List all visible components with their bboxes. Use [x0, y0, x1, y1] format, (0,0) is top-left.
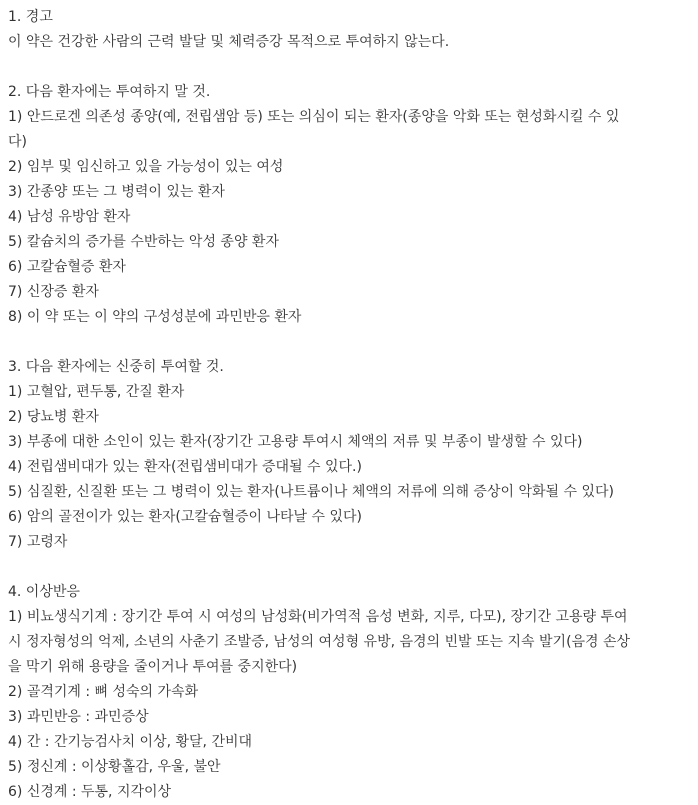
- text-line: 1) 고혈압, 편두통, 간질 환자: [8, 384, 185, 400]
- text-line: 3) 간종양 또는 그 병력이 있는 환자: [8, 184, 225, 200]
- document-body: [8, 5, 690, 805]
- text-line: 8) 이 약 또는 이 약의 구성성분에 과민반응 환자: [8, 309, 302, 325]
- text-line: 5) 심질환, 신질환 또는 그 병력이 있는 환자(나트륨이나 체액의 저류에 의해 증상이 악화될 수 있다): [8, 484, 614, 500]
- section-2: [8, 80, 690, 330]
- text-line: 4) 간 : 간기능검사치 이상, 황달, 간비대: [8, 734, 253, 750]
- text-line: 2) 골격기계 : 뼈 성숙의 가속화: [8, 684, 199, 700]
- text-line: 3) 과민반응 : 과민증상: [8, 709, 149, 725]
- text-line: 6) 암의 골전이가 있는 환자(고칼슘혈증이 나타날 수 있다): [8, 509, 362, 525]
- section-4: [8, 580, 690, 805]
- section-spacer: [8, 555, 690, 580]
- text-line: 3) 부종에 대한 소인이 있는 환자(장기간 고용량 투여시 체액의 저류 및 부종이 발생할 수 있다): [8, 434, 583, 450]
- text-line: 7) 고령자: [8, 534, 68, 550]
- text-line: 1) 비뇨생식기계 : 장기간 투여 시 여성의 남성화(비가역적 음성 변화, 지루, 다모), 장기간 고용량 투여: [8, 609, 628, 625]
- section-heading: 2. 다음 환자에는 투여하지 말 것.: [8, 84, 211, 100]
- text-line: 을 막기 위해 용량을 줄이거나 투여를 중지한다): [8, 659, 298, 675]
- section-1: [8, 5, 690, 55]
- text-line: 5) 정신계 : 이상황홀감, 우울, 불안: [8, 759, 221, 775]
- text-line: 2) 당뇨병 환자: [8, 409, 99, 425]
- section-spacer: [8, 330, 690, 355]
- text-line: 6) 고칼슘혈증 환자: [8, 259, 126, 275]
- section-heading: 3. 다음 환자에는 신중히 투여할 것.: [8, 359, 224, 375]
- text-line: 6) 신경계 : 두통, 지각이상: [8, 784, 172, 800]
- text-line: 2) 임부 및 임신하고 있을 가능성이 있는 여성: [8, 159, 284, 175]
- text-line: 4) 전립샘비대가 있는 환자(전립샘비대가 증대될 수 있다.): [8, 459, 362, 475]
- text-line: 시 정자형성의 억제, 소년의 사춘기 조발증, 남성의 여성형 유방, 음경의 빈발 또는 지속 발기(음경 손상: [8, 634, 631, 650]
- text-line: 다): [8, 134, 27, 150]
- section-spacer: [8, 55, 690, 80]
- text-line: 4) 남성 유방암 환자: [8, 209, 131, 225]
- text-line: 5) 칼슘치의 증가를 수반하는 악성 종양 환자: [8, 234, 279, 250]
- section-heading: 4. 이상반응: [8, 584, 80, 600]
- text-line: 7) 신장증 환자: [8, 284, 99, 300]
- section-heading: 1. 경고: [8, 9, 53, 25]
- section-3: [8, 355, 690, 555]
- text-line: 이 약은 건강한 사람의 근력 발달 및 체력증강 목적으로 투여하지 않는다.: [8, 34, 450, 50]
- text-line: 1) 안드로겐 의존성 종양(예, 전립샘암 등) 또는 의심이 되는 환자(종양을 악화 또는 현성화시킬 수 있: [8, 109, 620, 125]
